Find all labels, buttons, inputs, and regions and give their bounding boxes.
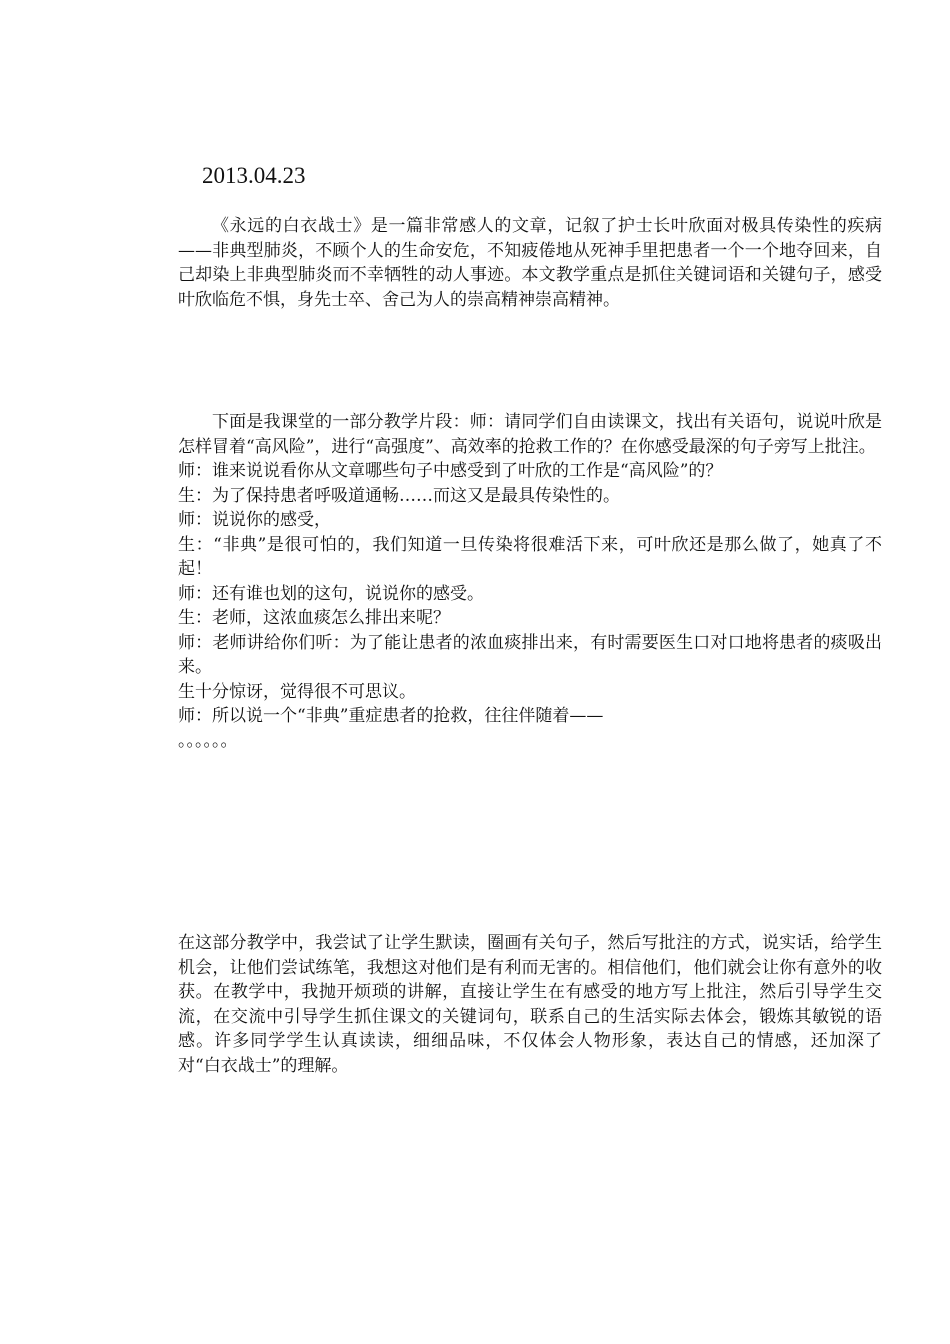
dialog-line: 师：所以说一个“非典”重症患者的抢救，往往伴随着—— xyxy=(178,706,604,726)
dialog-line: 生十分惊讶，觉得很不可思议。 xyxy=(178,681,416,702)
intro-text: 《永远的白衣战士》是一篇非常感人的文章，记叙了护士长叶欣面对极具传染性的疾病——非典型肺炎，不顾个人的生命安危，不知疲倦地从死神手里把患者一个一个地夺回来，自己却染上非典型肺炎而不幸牺牲的动人事迹。本文教学重点是抓住关键词语和关键句子，感受叶欣临危不惧，身先士卒、舍己为人的崇高精神崇高精神。 xyxy=(178,216,882,310)
dialog-line: 生：为了保持患者呼吸道通畅……而这又是最具传染性的。 xyxy=(178,485,620,506)
summary-text: 在这部分教学中，我尝试了让学生默读，圈画有关句子，然后写批注的方式，说实话，给学生机会，让他们尝试练笔，我想这对他们是有利而无害的。相信他们，他们就会让你有意外的收获。在教学中，我抛开烦琐的讲解，直接让学生在有感受的地方写上批注，然后引导学生交流，在交流中引导学生抓住课文的关键词句，联系自己的生活实际去体会，锻炼其敏锐的语感。许多同学学生认真读读，细细品味，不仅体会人物形象，表达自己的情感，还加深了对“白衣战士”的理解。 xyxy=(178,933,882,1076)
dialog-ellipsis: 。。。。。。 xyxy=(178,730,238,751)
dialog-line: 师：谁来说说看你从文章哪些句子中感受到了叶欣的工作是“高风险”的？ xyxy=(178,461,723,481)
dialog-line: 师：还有谁也划的这句，说说你的感受。 xyxy=(178,583,484,604)
dialog-lead: 下面是我课堂的一部分教学片段：师：请同学们自由读课文，找出有关语句，说说叶欣是怎样冒着“高风险”，进行“高强度”、高效率的抢救工作的？在你感受最深的句子旁写上批注。 xyxy=(178,412,882,457)
summary-paragraph xyxy=(178,931,882,1078)
teaching-dialog xyxy=(178,410,882,753)
dialog-line: 师：老师讲给你们听：为了能让患者的浓血痰排出来，有时需要医生口对口地将患者的痰吸出来。 xyxy=(178,632,882,677)
intro-paragraph xyxy=(178,214,882,312)
dialog-line: 生：“非典”是很可怕的，我们知道一旦传染将很难活下来，可叶欣还是那么做了，她真了不起！ xyxy=(178,534,882,579)
dialog-line: 生：老师，这浓血痰怎么排出来呢？ xyxy=(178,608,450,628)
dialog-line: 师：说说你的感受， xyxy=(178,510,331,530)
document-date: 2013.04.23 xyxy=(202,163,306,188)
